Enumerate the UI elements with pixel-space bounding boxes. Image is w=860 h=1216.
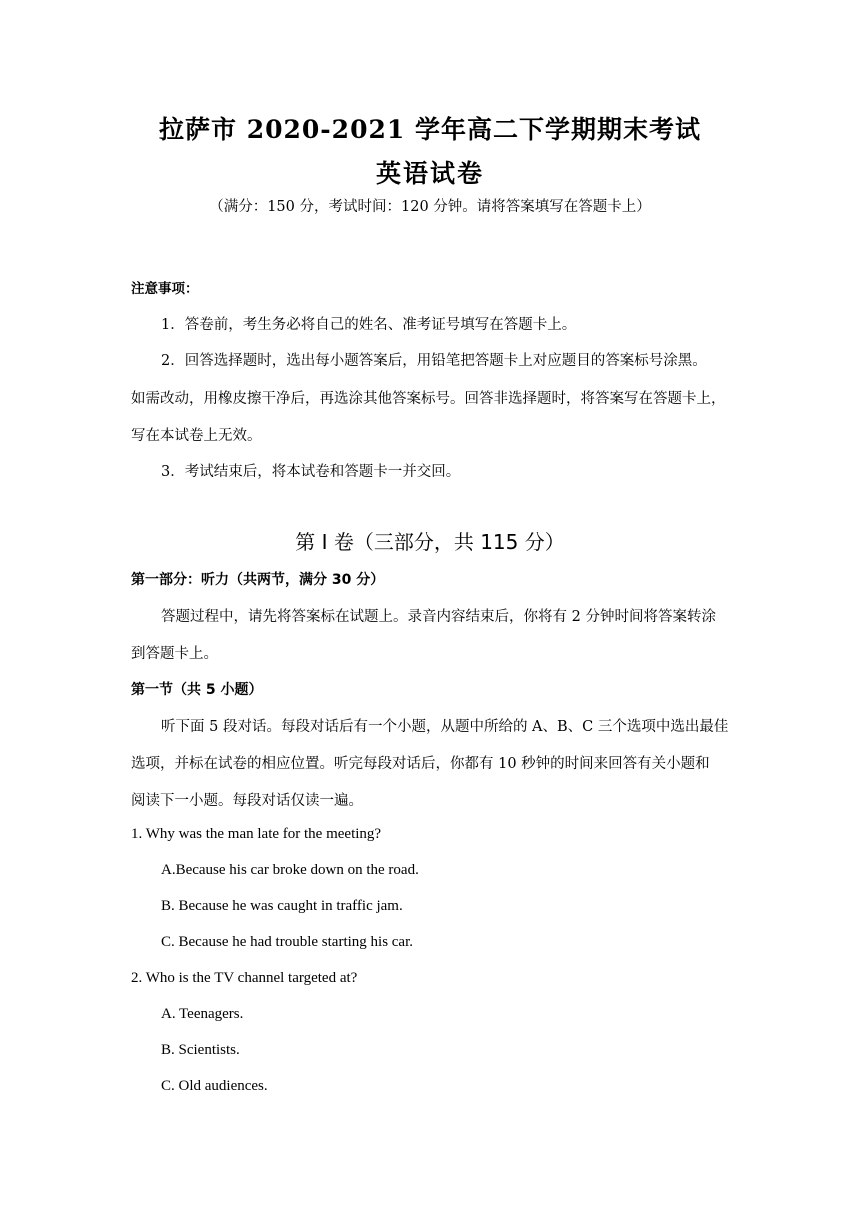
question-2-option-a: A. Teenagers. bbox=[161, 1006, 244, 1022]
question-1-stem: 1. Why was the man late for the meeting? bbox=[131, 826, 382, 842]
notice-item-3: 3．考试结束后，将本试卷和答题卡一并交回。 bbox=[161, 464, 461, 480]
part1-intro-line-2: 到答题卡上。 bbox=[131, 646, 218, 662]
section1-intro-line-3: 阅读下一小题。每段对话仅读一遍。 bbox=[131, 793, 363, 809]
notice-item-2-line-2: 如需改动，用橡皮擦干净后，再选涂其他答案标号。回答非选择题时，将答案写在答题卡上， bbox=[131, 391, 726, 407]
volume-title: 第 I 卷（三部分，共 115 分） bbox=[295, 530, 565, 554]
part1-heading: 第一部分：听力（共两节，满分 30 分） bbox=[131, 572, 385, 588]
notice-item-1: 1．答卷前，考生务必将自己的姓名、准考证号填写在答题卡上。 bbox=[161, 317, 577, 333]
question-2-stem: 2. Who is the TV channel targeted at? bbox=[131, 970, 358, 986]
question-1-option-b: B. Because he was caught in traffic jam. bbox=[161, 898, 403, 914]
notice-item-2-line-3: 写在本试卷上无效。 bbox=[131, 428, 262, 444]
question-1-option-a: A.Because his car broke down on the road. bbox=[161, 862, 419, 878]
question-1-option-c: C. Because he had trouble starting his car. bbox=[161, 934, 414, 950]
section1-intro-line-2: 选项，并标在试卷的相应位置。听完每段对话后，你都有 10 秒钟的时间来回答有关小题和 bbox=[131, 756, 710, 772]
notice-item-2-line-1: 2．回答选择题时，选出每小题答案后，用铅笔把答题卡上对应题目的答案标号涂黑。 bbox=[161, 353, 707, 369]
exam-subject-title: 英语试卷 bbox=[375, 159, 484, 188]
part1-intro-line-1: 答题过程中，请先将答案标在试题上。录音内容结束后，你将有 2 分钟时间将答案转涂 bbox=[161, 609, 716, 625]
question-2-option-b: B. Scientists. bbox=[161, 1042, 240, 1058]
exam-title: 拉萨市 2020-2021 学年高二下学期期末考试 bbox=[159, 115, 701, 144]
section1-heading: 第一节（共 5 小题） bbox=[131, 682, 263, 698]
section1-intro-line-1: 听下面 5 段对话。每段对话后有一个小题，从题中所给的 A、B、C 三个选项中选出最佳 bbox=[161, 719, 729, 735]
notice-heading: 注意事项： bbox=[131, 281, 199, 297]
exam-subtitle: （满分：150 分，考试时间：120 分钟。请将答案填写在答题卡上） bbox=[209, 199, 651, 215]
question-2-option-c: C. Old audiences. bbox=[161, 1078, 268, 1094]
